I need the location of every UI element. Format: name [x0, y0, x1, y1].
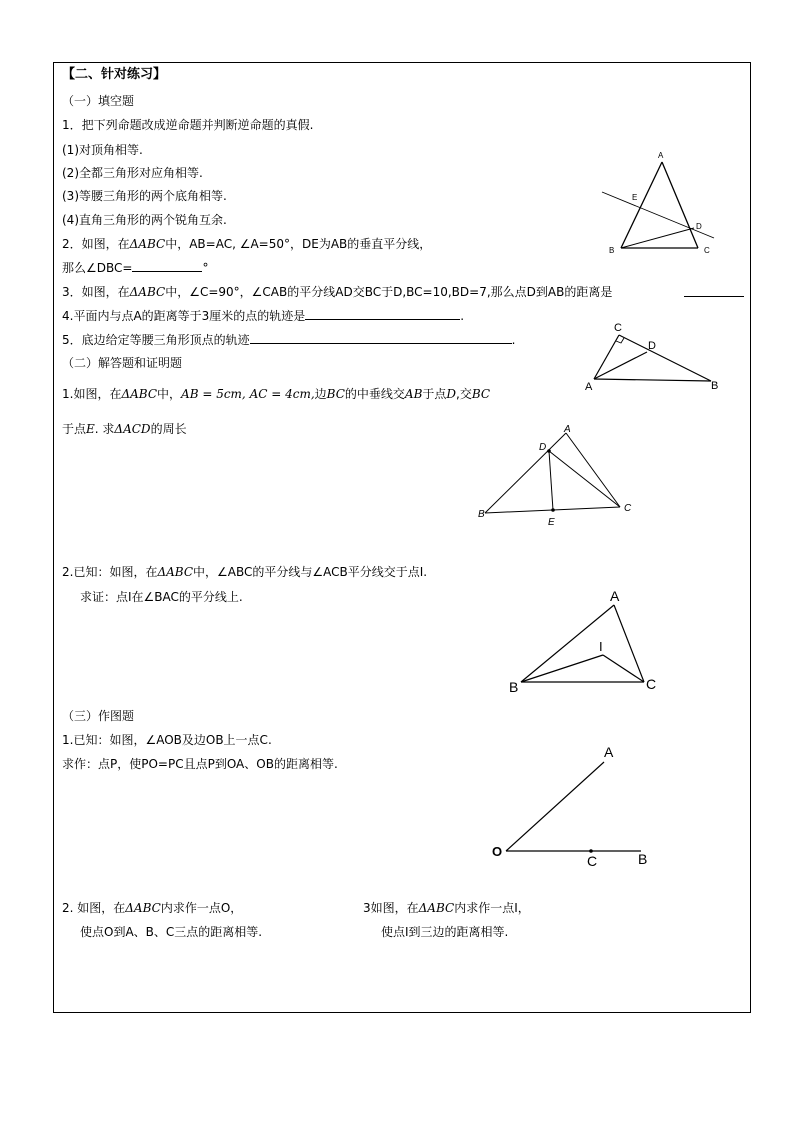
construct-q3-tri: ΔABC: [418, 901, 455, 915]
fig2-label-b: B: [711, 380, 719, 392]
fig4-label-b: B: [509, 679, 519, 695]
construct-q3-line2: 使点I到三边的距离相等.: [381, 925, 509, 939]
proof-q1-b: 中，: [157, 387, 182, 401]
fig2-label-a: A: [585, 381, 593, 393]
q3-triangle: ΔABC: [129, 285, 166, 299]
proof-q1-e: 于点: [422, 387, 447, 401]
construct-q1-line1: 1.已知：如图，∠AOB及边OB上一点C.: [62, 733, 272, 747]
construct-q3-a: 3如图，在: [363, 901, 419, 915]
fig1-label-c: C: [704, 246, 710, 255]
construct-q1-line2: 求作：点P，使PO=PC且点P到OA、OB的距离相等.: [62, 757, 338, 771]
fig3-label-d: D: [539, 442, 547, 453]
q2-line2-text: 那么∠DBC=: [62, 261, 133, 275]
proof-q2-a: 2.已知：如图，在: [62, 565, 158, 579]
fig4-label-i: I: [599, 639, 603, 654]
fig3-label-a: A: [564, 424, 571, 435]
fig1-label-b: B: [609, 246, 615, 255]
q2-text-a: 2．如图，在: [62, 237, 130, 251]
q3-text-a: 3．如图，在: [62, 285, 130, 299]
fig3-label-e: E: [548, 517, 555, 528]
proof-q1-a: 1.如图，在: [62, 387, 122, 401]
proof-q2-line2: 求证：点I在∠BAC的平分线上.: [80, 590, 243, 604]
q1-prop-3: (3)等腰三角形的两个底角相等.: [62, 189, 227, 203]
proof-q1-f: ,交: [456, 387, 472, 401]
section-title: 【二、针对练习】: [62, 67, 167, 82]
fig1-label-d: D: [696, 222, 702, 231]
proof-q1-m2: BC: [326, 387, 345, 401]
construct-section-title: （三）作图题: [62, 709, 135, 723]
proof-q2-tri: ΔABC: [157, 565, 194, 579]
fig4-label-a: A: [610, 588, 620, 604]
q1-prop-1: (1)对顶角相等.: [62, 143, 143, 157]
construct-q3-b: 内求作一点I，: [454, 901, 530, 915]
q2-triangle: ΔABC: [129, 237, 166, 251]
proof-q2-b: 中，∠ABC的平分线与∠ACB平分线交于点I.: [193, 565, 428, 579]
fill-section-title: （一）填空题: [62, 94, 135, 108]
proof-q1-h: . 求: [94, 422, 115, 436]
q2-degree: °: [202, 261, 209, 275]
fig5-label-o: O: [492, 844, 503, 859]
q5-end: .: [511, 333, 516, 347]
proof-q1-k: 的周长: [150, 422, 187, 436]
proof-q1-d: 的中垂线交: [344, 387, 405, 401]
q2-text-b: 中，AB=AC, ∠A=50°，DE为AB的垂直平分线，: [165, 237, 432, 251]
q1-prop-2: (2)全都三角形对应角相等.: [62, 166, 203, 180]
proof-q1-m6: E: [86, 422, 95, 436]
proof-q1-m5: BC: [471, 387, 491, 401]
q3-text-b: 中，∠C=90°，∠CAB的平分线AD交BC于D,BC=10,BD=7,那么点D到AB的距离是: [165, 285, 613, 299]
fig5-ray-oa: [506, 762, 604, 851]
construct-q2-line2: 使点O到A、B、C三点的距离相等.: [80, 925, 263, 939]
proof-q1-g: 于点: [62, 422, 87, 436]
q1-stem: 1．把下列命题改成逆命题并判断逆命题的真假.: [62, 118, 314, 132]
fig5-label-b: B: [638, 851, 648, 867]
fig5-label-a: A: [604, 744, 614, 760]
proof-q1-m4: D: [446, 387, 457, 401]
proof-q1-c: 边: [314, 387, 327, 401]
proof-q1-m7: ΔACD: [114, 422, 151, 436]
fig1-label-e: E: [632, 193, 638, 202]
fig5-label-c: C: [587, 853, 598, 869]
proof-section-title: （二）解答题和证明题: [62, 356, 183, 370]
fig2-label-d: D: [648, 340, 656, 352]
fig2-label-c: C: [614, 322, 622, 334]
q5-text: 5．底边给定等腰三角形顶点的轨迹: [62, 333, 250, 347]
construct-q2-tri: ΔABC: [125, 901, 161, 915]
fig1-label-a: A: [658, 151, 664, 160]
fig4-label-c: C: [646, 676, 657, 692]
proof-q1-tri: ΔABC: [121, 387, 158, 401]
q4-text: 4.平面内与点A的距离等于3厘米的点的轨迹是: [62, 309, 306, 323]
q4-end: .: [460, 309, 465, 323]
q1-prop-4: (4)直角三角形的两个锐角互余.: [62, 213, 227, 227]
proof-q1-m3: AB: [404, 387, 423, 401]
construct-q2-a: 2. 如图，在: [62, 901, 126, 915]
fig3-label-b: B: [478, 509, 485, 520]
construct-q2-b: 内求作一点O，: [160, 901, 243, 915]
proof-q1-m1: AB = 5cm, AC = 4cm,: [181, 387, 315, 401]
fig3-label-c: C: [624, 503, 632, 514]
